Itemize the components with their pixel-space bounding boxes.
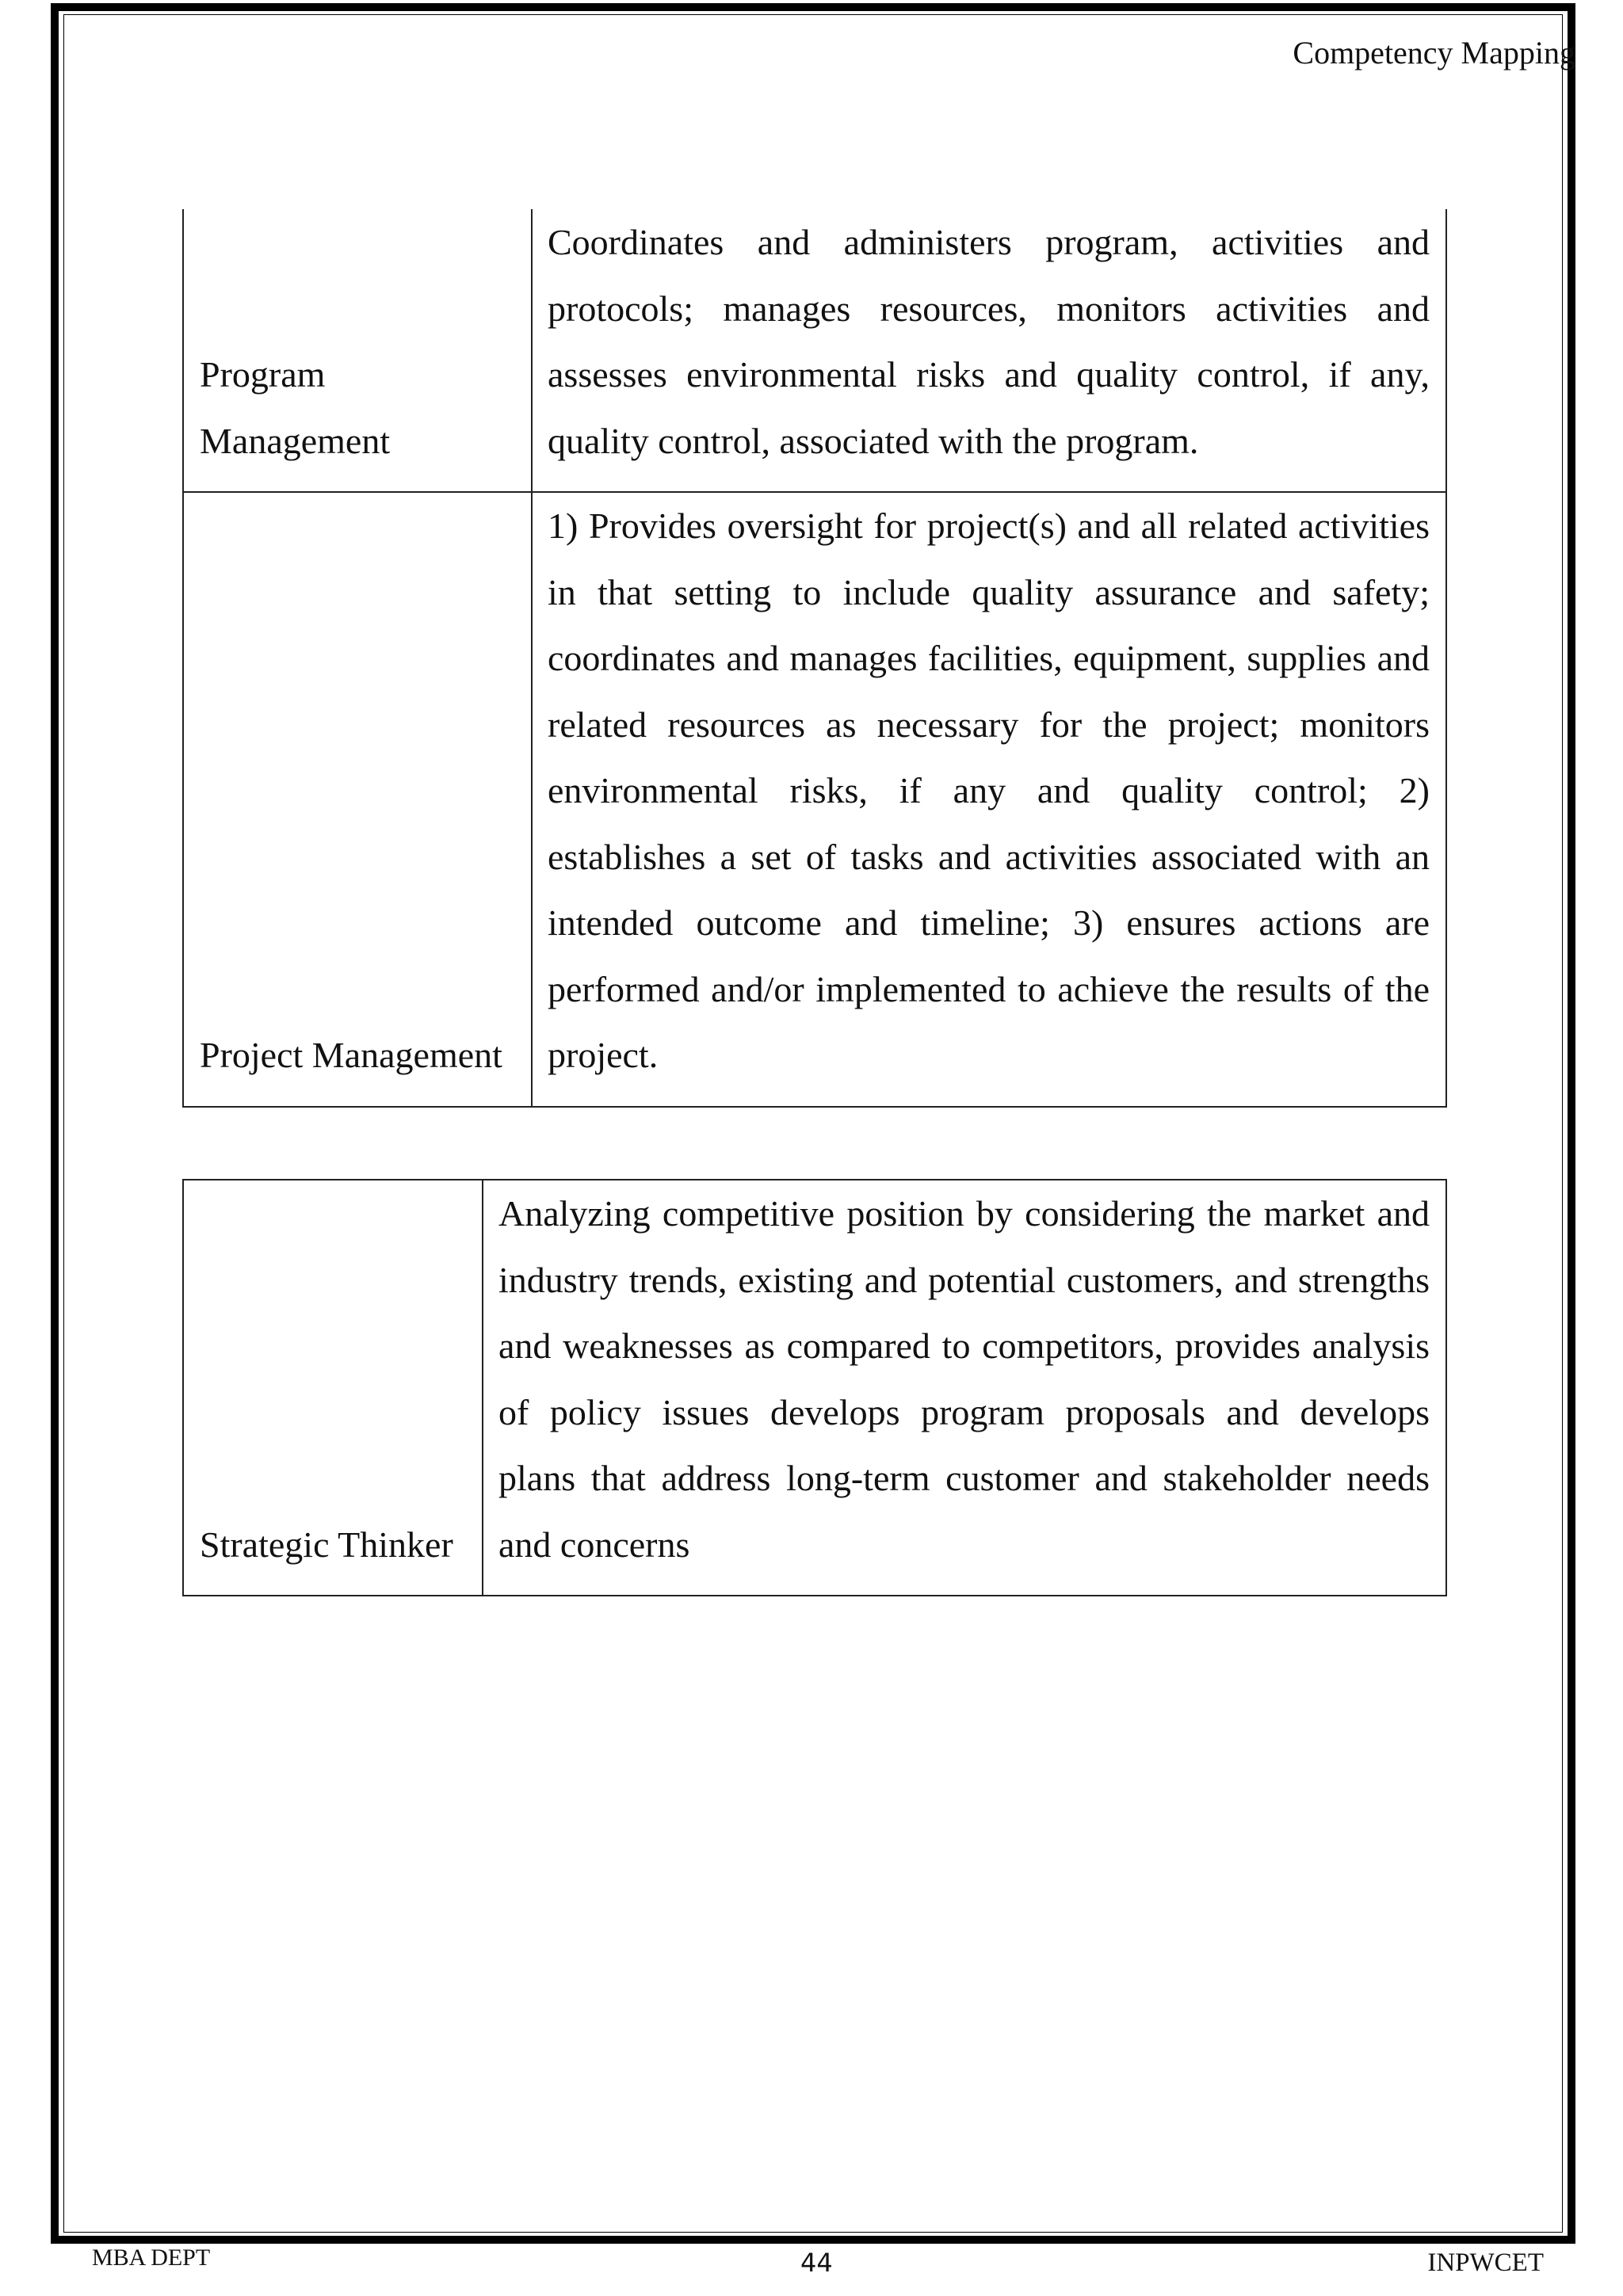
footer-page-number: 44 — [800, 2248, 833, 2278]
competency-description-cell — [483, 1180, 1446, 1596]
competency-name: Project Management — [200, 1035, 502, 1075]
competency-description: Analyzing competitive position by considering the market and industry trends, existing and potential customers, and strengths and weaknesses as compared to competitors, provides analysis of policy issues develops program proposals and develops plans that address long-term customer and stakeholder needs and concerns — [498, 1193, 1430, 1565]
competency-description: Coordinates and administers program, activities and protocols; manages resources, monitors activities and assesses environmental risks and quality control, if any, quality control, associated with the program. — [548, 222, 1430, 461]
competency-table-1 — [182, 209, 1447, 1108]
competency-description-cell — [532, 209, 1446, 492]
competency-name: Program Management — [200, 354, 391, 461]
competency-name-cell — [183, 492, 532, 1107]
competency-description-cell — [532, 492, 1446, 1107]
competency-table-2 — [182, 1179, 1447, 1596]
footer-department: MBA DEPT — [92, 2245, 211, 2271]
competency-name: Strategic Thinker — [200, 1524, 453, 1565]
running-header-title: Competency Mapping — [1293, 35, 1575, 71]
footer-institution: INPWCET — [1427, 2248, 1544, 2277]
competency-name-cell — [183, 209, 532, 492]
table-row — [183, 209, 1446, 492]
table-row — [183, 1180, 1446, 1596]
competency-description: 1) Provides oversight for project(s) and all related activities in that setting to include quality assurance and safety; coordinates and manages facilities, equipment, supplies and related resources as necessary for the project; monitors environmental risks, if any and quality control; 2) establishes a set of tasks and activities associated with an intended outcome and timeline; 3) ensures actions are performed and/or implemented to achieve the results of the project. — [548, 505, 1430, 1075]
table-row — [183, 492, 1446, 1107]
competency-name-cell — [183, 1180, 483, 1596]
